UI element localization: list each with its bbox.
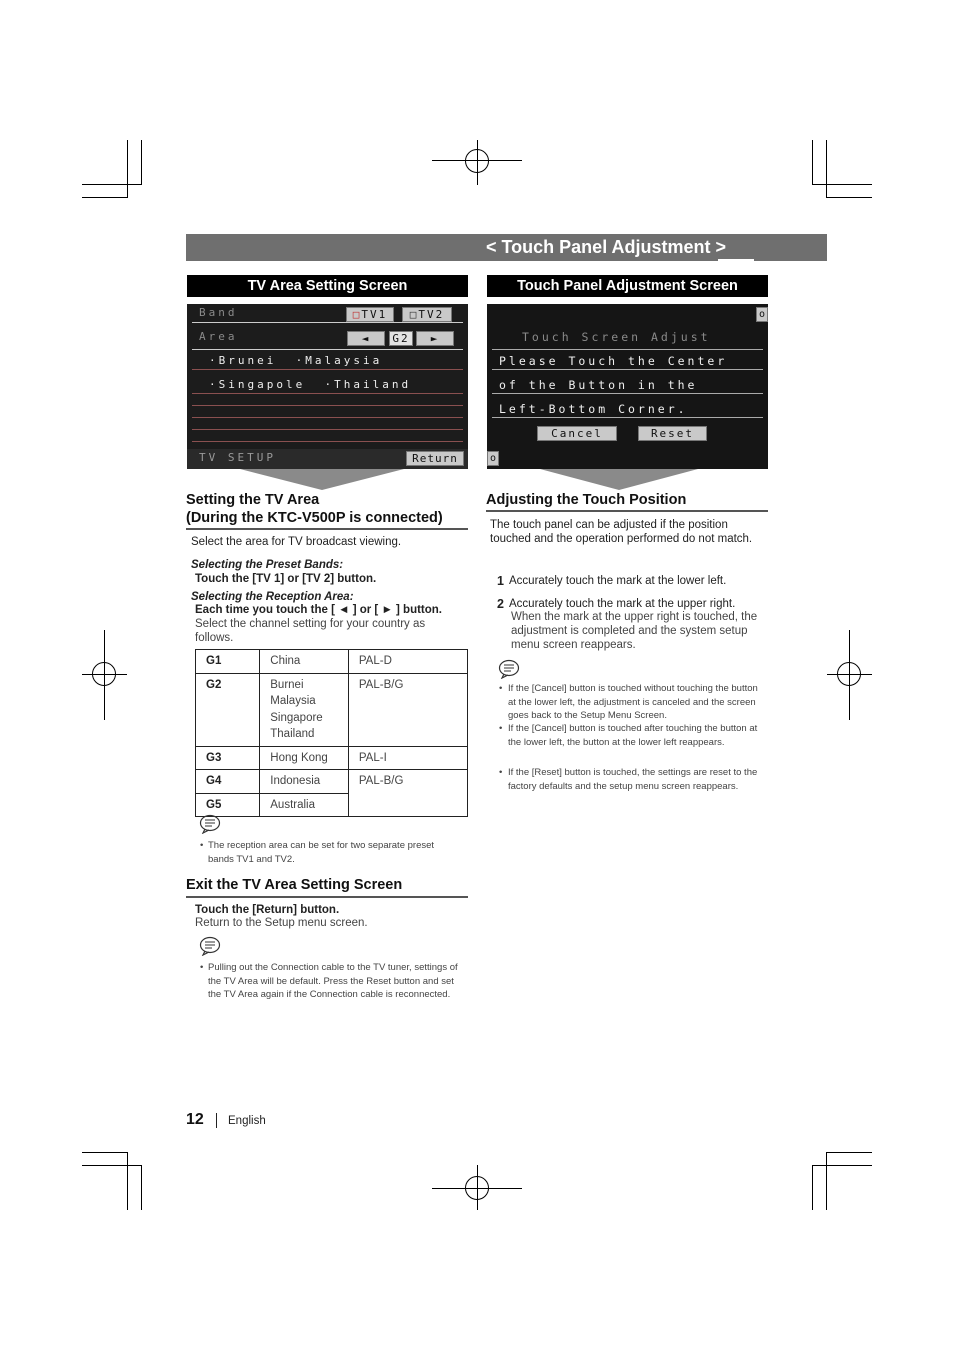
- note-reception: • The reception area can be set for two separate preset bands TV1 and TV2.: [200, 840, 435, 865]
- table-row: G2 Burnei Malaysia Singapore Thailand PAL-B/G: [196, 673, 468, 746]
- band-label: Band: [199, 306, 238, 319]
- corner-mark-bottom-left[interactable]: o: [487, 451, 499, 466]
- memo-icon: [498, 659, 520, 679]
- pointer-triangle: [540, 469, 698, 490]
- page-title: < Touch Panel Adjustment >: [486, 237, 727, 257]
- reception-desc: Select the channel setting for your country as follows.: [195, 618, 426, 644]
- area-label: Area: [199, 330, 238, 343]
- reception-title: Selecting the Reception Area:: [191, 591, 354, 603]
- memo-icon: [199, 814, 221, 834]
- setting-intro: Select the area for TV broadcast viewing.: [191, 536, 402, 548]
- area-next-button[interactable]: ►: [416, 331, 454, 346]
- exit-title: Touch the [Return] button.: [195, 904, 340, 916]
- exit-heading: Exit the TV Area Setting Screen: [186, 877, 403, 893]
- reception-text: Each time you touch the [ ◄ ] or [ ► ] button.: [195, 604, 443, 616]
- area-prev-button[interactable]: ◄: [347, 331, 385, 346]
- preset-title: Selecting the Preset Bands:: [191, 559, 344, 571]
- table-row: G5 Australia: [196, 793, 468, 817]
- pointer-triangle: [240, 469, 404, 490]
- instruction-line-2: of the Button in the: [499, 378, 698, 392]
- instruction-line-3: Left-Bottom Corner.: [499, 402, 688, 416]
- header-underline: [718, 259, 754, 261]
- header-bar: [186, 234, 827, 261]
- touch-adjust-screen: [487, 304, 768, 469]
- return-button[interactable]: Return: [406, 451, 464, 466]
- preset-text: Touch the [TV 1] or [TV 2] button.: [195, 573, 377, 585]
- corner-mark-top-right[interactable]: o: [756, 307, 768, 322]
- note-cancel-1: • If the [Cancel] button is touched without touching the button at the lower left, the adjustment is canceled and the screen goes back to the Setup Menu Screen.: [499, 683, 758, 721]
- tv1-button[interactable]: □TV1: [346, 307, 394, 322]
- footer-divider: [216, 1113, 217, 1128]
- area-table: [195, 649, 468, 817]
- setting-heading: Setting the TV Area (During the KTC-V500P is connected): [186, 492, 443, 526]
- tv2-button[interactable]: □TV2: [402, 307, 452, 322]
- exit-text: Return to the Setup menu screen.: [195, 917, 368, 929]
- tv-area-tab: TV Area Setting Screen: [187, 275, 468, 297]
- note-connection: • Pulling out the Connection cable to the TV tuner, settings of the TV Area will be default. Press the Reset button and set the TV Area again if the Connection cable is reconnected.: [200, 962, 458, 1000]
- memo-icon: [199, 936, 221, 956]
- page-number: 12: [186, 1111, 204, 1128]
- instruction-line-1: Please Touch the Center: [499, 354, 728, 368]
- note-cancel-2: • If the [Cancel] button is touched after touching the button at the lower left, the button at the lower left reappears.: [499, 723, 758, 748]
- touch-screen-title: Touch Screen Adjust: [522, 330, 711, 344]
- adjusting-heading: Adjusting the Touch Position: [486, 492, 687, 508]
- note-reset: • If the [Reset] button is touched, the settings are reset to the factory defaults and the setup menu screen reappears.: [499, 767, 758, 792]
- tv-area-screen: [187, 304, 468, 469]
- area-row-2: ·Singapole ·Thailand: [209, 378, 412, 391]
- table-row: G3 Hong Kong PAL-I: [196, 746, 468, 770]
- step-2-text: Accurately touch the mark at the upper right.: [509, 598, 736, 610]
- step-1-number: 1: [497, 574, 504, 588]
- table-row: G4 Indonesia PAL-B/G: [196, 770, 468, 794]
- step-1-text: Accurately touch the mark at the lower left.: [509, 575, 727, 587]
- reset-button[interactable]: Reset: [638, 426, 707, 441]
- area-row-1: ·Brunei ·Malaysia: [209, 354, 383, 367]
- cancel-button[interactable]: Cancel: [537, 426, 617, 441]
- adjusting-intro: The touch panel can be adjusted if the position touched and the operation performed do not match.: [490, 519, 753, 545]
- step-2-number: 2: [497, 597, 504, 611]
- step-2-desc: When the mark at the upper right is touched, the adjustment is completed and the system setup menu screen reappears.: [511, 611, 758, 651]
- language-label: English: [228, 1115, 266, 1127]
- area-value: G2: [389, 331, 413, 346]
- table-row: G1 China PAL-D: [196, 650, 468, 674]
- touch-panel-tab: Touch Panel Adjustment Screen: [487, 275, 768, 297]
- tv-setup-footer: TV SETUP: [199, 451, 276, 464]
